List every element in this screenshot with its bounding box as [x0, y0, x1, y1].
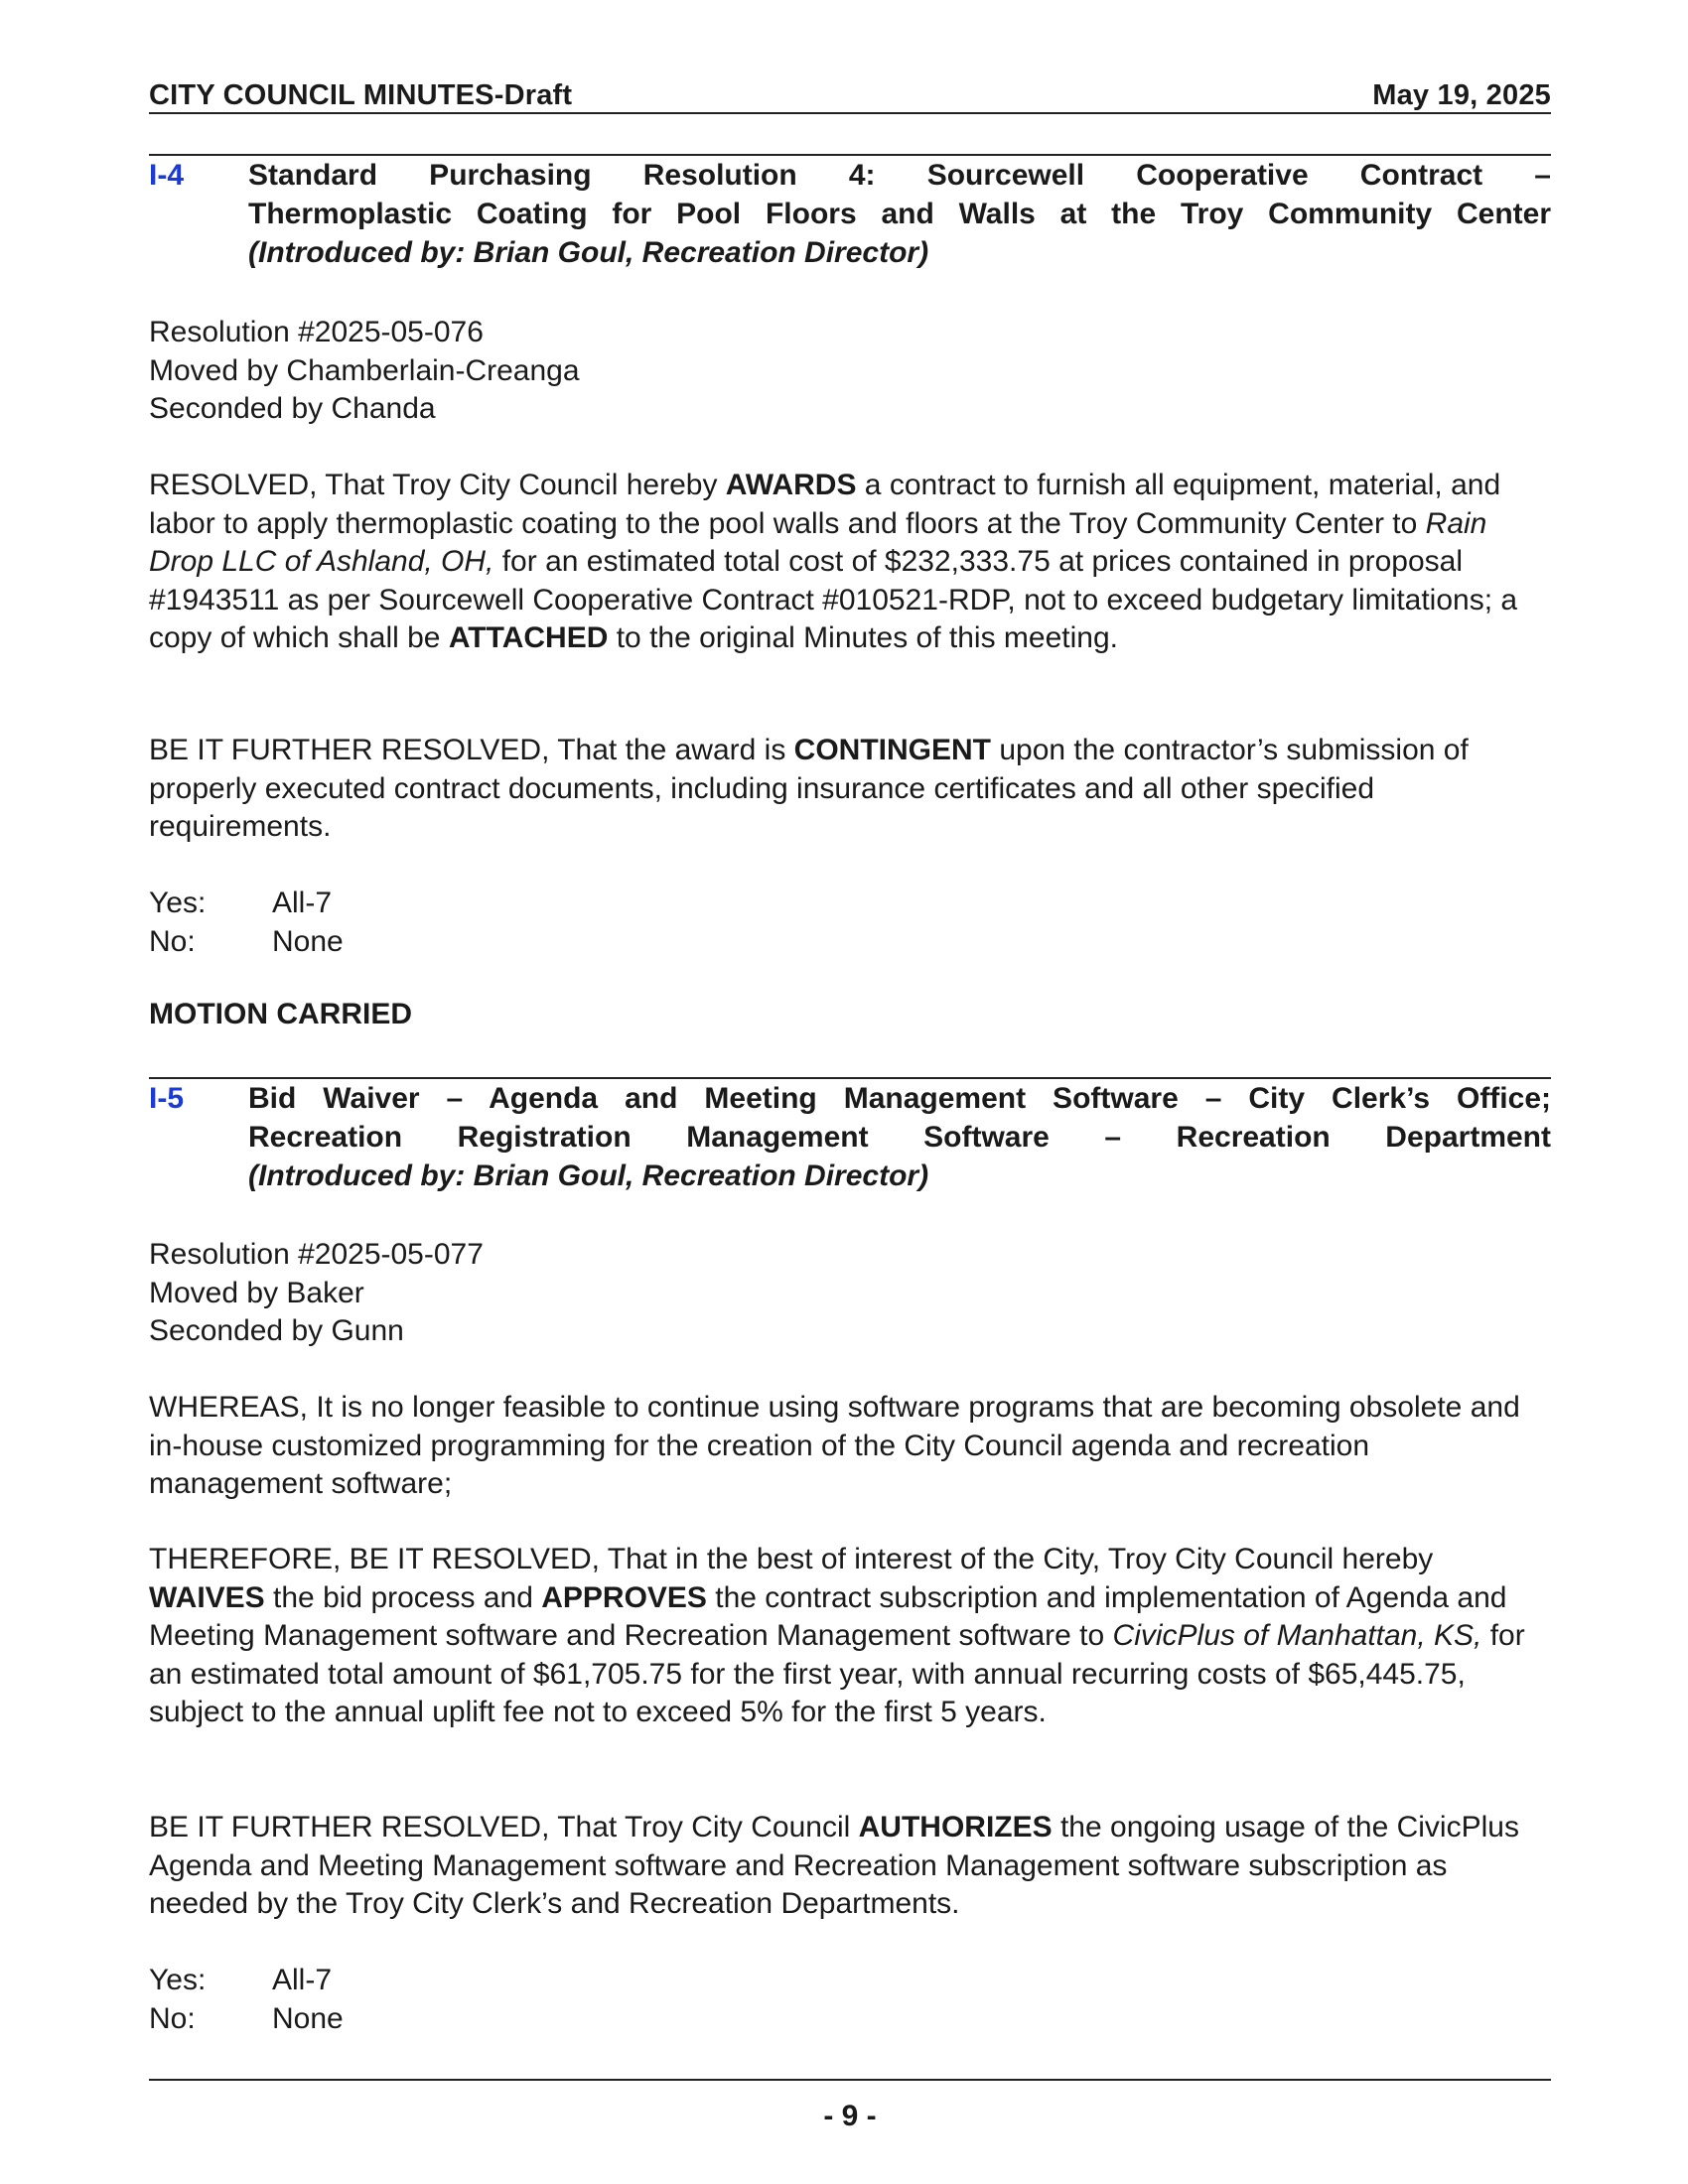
- item-title: [248, 156, 1551, 272]
- text-run: RESOLVED, That Troy City Council hereby: [149, 469, 726, 501]
- document-title: CITY COUNCIL MINUTES-Draft: [149, 79, 573, 111]
- vote-record: [149, 1962, 1551, 2038]
- text-run: for an estimated total amount of $61,705.75 for the first year, with annual recurring costs of $65,445.75, subject to the annual uplift fee not to exceed 5% for the first 5 years.: [149, 1619, 1525, 1728]
- text-run-bold: CONTINGENT: [793, 734, 991, 766]
- contractor-name: CivicPlus of Manhattan, KS,: [1112, 1619, 1482, 1652]
- text-run: the ongoing usage of the CivicPlus Agenda and Meeting Management software and Recreation Management software subscription as needed by the Troy City Clerk’s and Recreation Departments.: [149, 1811, 1519, 1920]
- text-run: a contract to furnish all equipment, material, and labor to apply thermoplastic coating to the pool walls and floors at the Troy Community Center to: [149, 469, 1501, 540]
- vote-label-yes: Yes:: [149, 1964, 207, 1996]
- text-run-bold: APPROVES: [541, 1580, 707, 1614]
- resolution-paragraph: [149, 467, 1551, 658]
- text-run: the contract subscription and implementation of Agenda and Meeting Management software and Recreation Management software to: [149, 1580, 1507, 1652]
- introduced-by: (Introduced by: Brian Goul, Recreation Director): [248, 1160, 929, 1192]
- item-title-line: Bid Waiver – Agenda and Meeting Management Software – City Clerk’s Office;: [248, 1082, 1551, 1115]
- agenda-item-i4: [149, 156, 1551, 272]
- text-run: BE IT FURTHER RESOLVED, That the award is: [149, 734, 794, 766]
- vote-value-yes: All-7: [272, 1964, 333, 1996]
- text-run-bold: AUTHORIZES: [858, 1811, 1053, 1843]
- contractor-name: Rain Drop LLC of Ashland, OH,: [149, 506, 1487, 578]
- text-run-bold: WAIVES: [149, 1580, 265, 1614]
- header-rule: [149, 112, 1551, 114]
- agenda-item-i5: [149, 1079, 1551, 1195]
- vote-label-no: No:: [149, 924, 196, 958]
- text-run-bold: ATTACHED: [448, 621, 609, 654]
- text-run: THEREFORE, BE IT RESOLVED, That in the best of interest of the City, Troy City Council hereby: [149, 1543, 1434, 1575]
- resolution-info: [149, 314, 1551, 429]
- resolution-info: [149, 1236, 1551, 1351]
- vote-record: [149, 885, 1551, 961]
- vote-label-yes: Yes:: [149, 887, 207, 919]
- text-run-bold: AWARDS: [725, 469, 857, 501]
- moved-by: Moved by Chamberlain-Creanga: [149, 353, 580, 387]
- page-number: - 9 -: [823, 2100, 877, 2132]
- meeting-date: May 19, 2025: [1372, 79, 1551, 111]
- vote-value-no: None: [272, 2001, 344, 2035]
- resolution-number: Resolution #2025-05-076: [149, 316, 484, 348]
- item-title: [248, 1079, 1551, 1195]
- text-run: the bid process and: [264, 1580, 542, 1614]
- item-title-line: Recreation Registration Management Software – Recreation Department: [248, 1121, 1551, 1154]
- seconded-by: Seconded by Gunn: [149, 1314, 404, 1347]
- vote-value-no: None: [272, 924, 344, 958]
- item-title-line: Standard Purchasing Resolution 4: Sourcewell Cooperative Contract –: [248, 159, 1551, 192]
- moved-by: Moved by Baker: [149, 1276, 364, 1309]
- resolution-paragraph: [149, 732, 1551, 847]
- vote-label-no: No:: [149, 2001, 196, 2035]
- vote-value-yes: All-7: [272, 887, 333, 919]
- whereas-paragraph: [149, 1389, 1551, 1504]
- resolution-paragraph: [149, 1809, 1551, 1924]
- item-number: I-4: [149, 159, 185, 192]
- text-run: upon the contractor’s submission of properly executed contract documents, including insurance certificates and all other specified requirements.: [149, 734, 1469, 843]
- text-run: BE IT FURTHER RESOLVED, That Troy City Council: [149, 1811, 859, 1843]
- text-run: to the original Minutes of this meeting.: [608, 621, 1118, 654]
- text-run: for an estimated total cost of $232,333.75 at prices contained in proposal #1943511 as per Sourcewell Cooperative Contract #010521-RDP, not to exceed budgetary limitations; a copy of which shall be: [149, 545, 1518, 654]
- resolution-paragraph: [149, 1541, 1551, 1732]
- footer-rule: [149, 2079, 1551, 2081]
- whereas-text: WHEREAS, It is no longer feasible to continue using software programs that are becoming obsolete and in-house customized programming for the creation of the City Council agenda and recreation management software;: [149, 1391, 1520, 1500]
- motion-outcome: MOTION CARRIED: [149, 998, 412, 1030]
- resolution-number: Resolution #2025-05-077: [149, 1238, 484, 1271]
- seconded-by: Seconded by Chanda: [149, 392, 436, 425]
- item-number: I-5: [149, 1082, 185, 1115]
- introduced-by: (Introduced by: Brian Goul, Recreation Director): [248, 236, 929, 269]
- item-title-line: Thermoplastic Coating for Pool Floors and Walls at the Troy Community Center: [248, 198, 1551, 230]
- page-header: [149, 77, 1551, 113]
